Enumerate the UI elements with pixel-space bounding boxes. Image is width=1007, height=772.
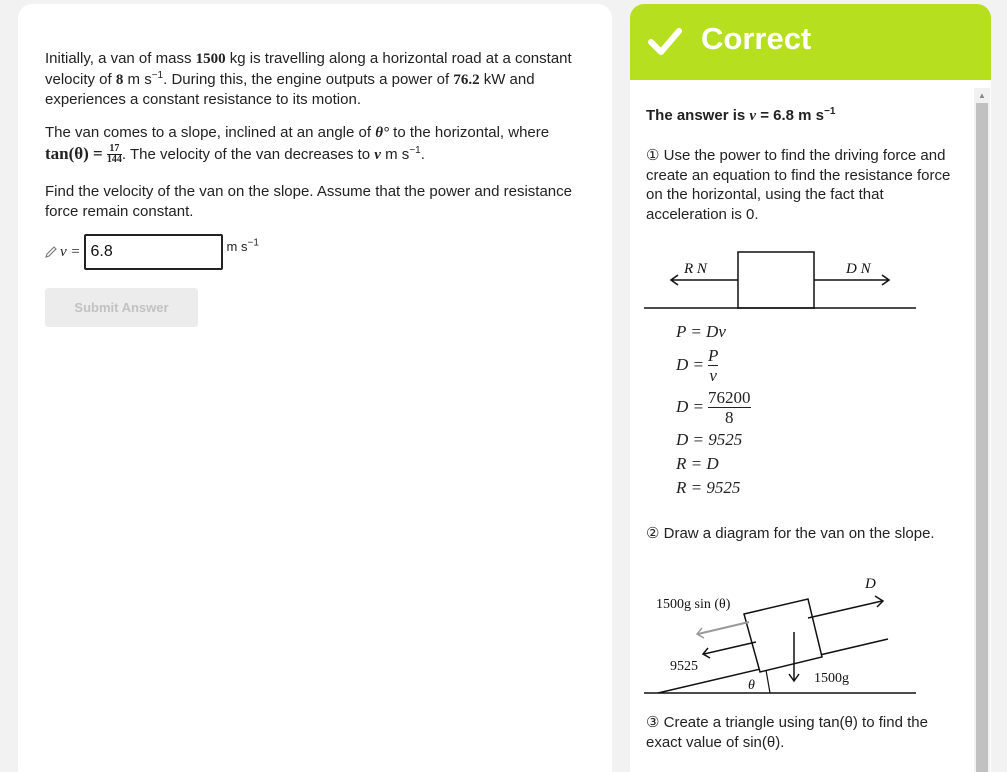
equation-line <box>676 386 751 428</box>
q-text: kW and experiences a constant resistance to its motion. <box>45 70 535 108</box>
q-text: kg is travelling along a horizontal road at a constant velocity of <box>45 50 572 88</box>
question-paragraph-3: Find the velocity of the van on the slope. Assume that the power and resistance force remain constant. <box>45 183 572 220</box>
eq-fraction <box>708 346 718 385</box>
answer-input[interactable] <box>84 234 223 270</box>
weight-label: 1500g <box>814 671 849 686</box>
scrollbar[interactable] <box>974 88 990 772</box>
q-text: m s <box>123 70 152 88</box>
check-icon <box>648 27 682 57</box>
q-text: . During this, the engine outputs a power of <box>163 70 454 88</box>
eq-lhs: D = <box>676 397 704 416</box>
equation-line <box>676 344 751 386</box>
solution-step-1: ① Use the power to find the driving force and create an equation to find the resistance force on the horizontal, using the fact that acceleration is 0. <box>646 147 951 223</box>
driving-force-label: D <box>865 576 876 592</box>
q-power: 76.2 <box>453 71 480 88</box>
driving-arrow <box>808 601 882 618</box>
question-paragraph-1 <box>45 49 590 110</box>
q-theta: θ° <box>375 125 390 141</box>
solution-body <box>646 84 966 772</box>
solution-step-3: ③ Create a triangle using tan(θ) to find the exact value of sin(θ). <box>646 714 928 751</box>
driving-label: D N <box>846 261 871 277</box>
q-fraction <box>107 144 122 165</box>
q-frac-den: 144 <box>106 154 122 166</box>
q-mass: 1500 <box>195 51 226 67</box>
eq-den: v <box>709 365 717 385</box>
q-text: m s <box>380 145 410 163</box>
horizontal-force-diagram <box>644 244 919 314</box>
q-text: . <box>420 145 425 163</box>
equation-line: R = 9525 <box>676 478 741 497</box>
solution-card <box>630 4 991 772</box>
q-v: v <box>374 146 381 163</box>
angle-mark <box>766 670 770 693</box>
resistance-label: 9525 <box>670 659 698 674</box>
van-box <box>738 252 814 308</box>
submit-button[interactable]: Submit Answer <box>45 288 198 327</box>
equations <box>676 320 751 500</box>
units-text: m s <box>226 239 248 254</box>
q-sup: −1 <box>409 144 421 156</box>
summary-sup: −1 <box>824 106 836 117</box>
q-speed: 8 <box>115 71 124 88</box>
q-sup: −1 <box>151 69 164 81</box>
solution-step-2: ② Draw a diagram for the van on the slope. <box>646 525 935 542</box>
resistance-label: R N <box>684 261 707 277</box>
equation-line: P = Dv <box>676 322 726 341</box>
answer-label: v = <box>60 243 81 260</box>
q-text: to the horizontal, where <box>389 124 550 141</box>
q-tan: tan(θ) = <box>45 143 103 163</box>
eq-num: P <box>708 345 719 365</box>
question-card <box>18 4 612 772</box>
slope-force-diagram <box>644 574 919 699</box>
q-text: The van comes to a slope, inclined at an angle of <box>45 124 376 141</box>
resistance-arrow <box>704 642 756 654</box>
gravity-component-label: 1500g sin (θ) <box>656 597 731 612</box>
scroll-up-arrow-icon[interactable]: ▲ <box>978 91 986 100</box>
summary-value: = 6.8 m s <box>756 107 825 124</box>
eq-fraction <box>708 388 751 427</box>
correct-label: Correct <box>701 21 812 56</box>
answer-row <box>44 233 259 271</box>
units-sup: −1 <box>247 237 259 249</box>
answer-units <box>227 239 259 254</box>
pencil-icon <box>44 245 58 259</box>
equation-line: D = 9525 <box>676 430 743 449</box>
correct-banner <box>630 4 991 80</box>
eq-lhs: D = <box>676 355 704 374</box>
summary-var: v <box>749 108 757 124</box>
equation-line: R = D <box>676 454 719 473</box>
q-frac-num: 17 <box>109 143 120 155</box>
angle-label: θ <box>748 678 755 693</box>
q-text: Initially, a van of mass <box>45 50 196 67</box>
q-text: . The velocity of the van decreases to <box>121 145 375 163</box>
eq-num: 76200 <box>708 387 751 407</box>
answer-summary <box>646 106 835 127</box>
van-box <box>744 599 822 672</box>
question-paragraph-2 <box>45 123 590 165</box>
gravity-component-arrow <box>698 622 749 634</box>
eq-den: 8 <box>708 407 751 427</box>
summary-text: The answer is <box>646 107 750 124</box>
scrollbar-thumb[interactable] <box>976 103 988 772</box>
